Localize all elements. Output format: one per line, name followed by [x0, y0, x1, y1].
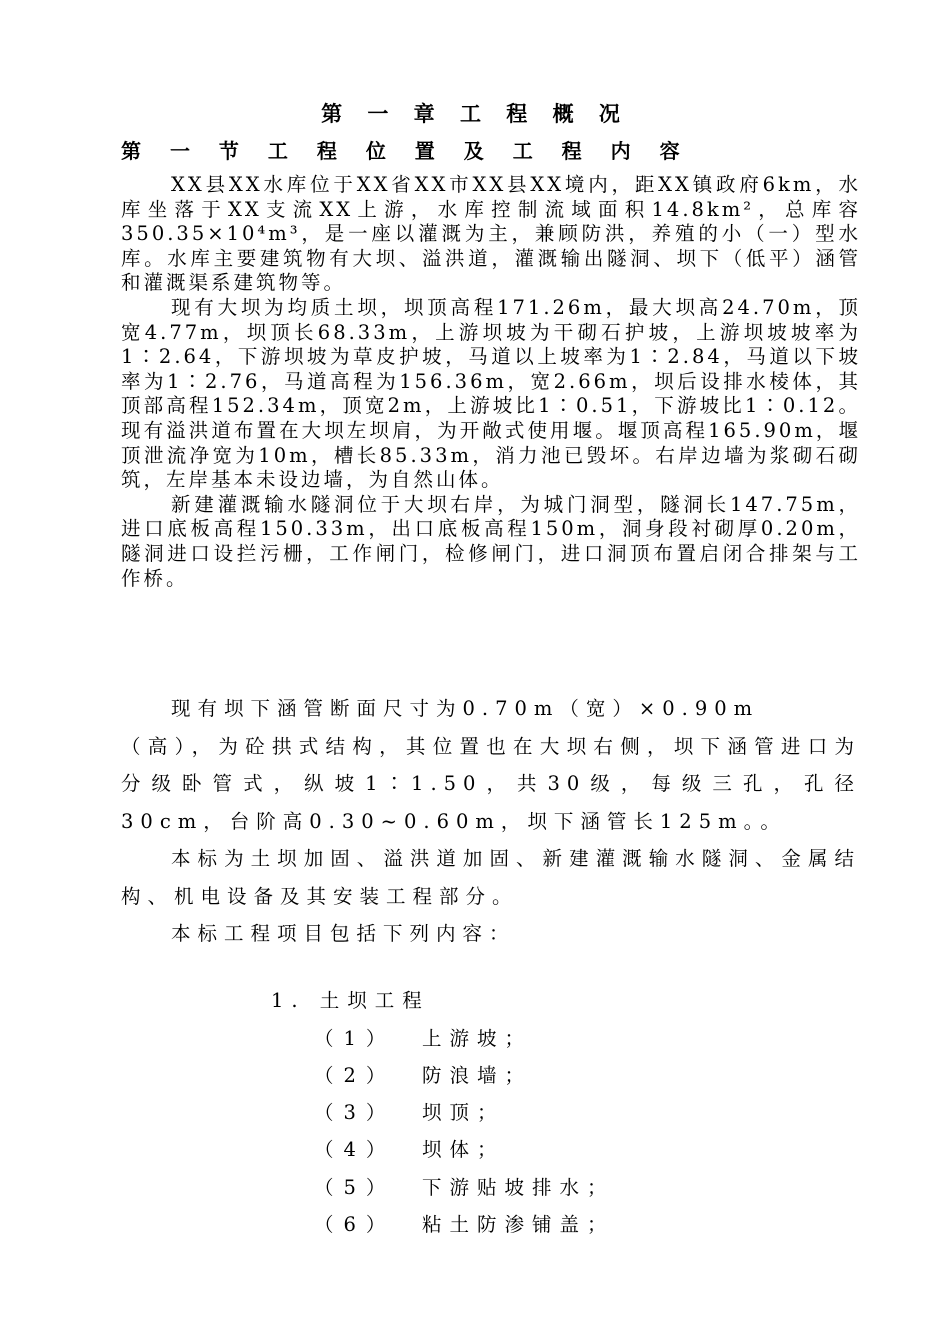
paragraph-culvert-line1: 现有坝下涵管断面尺寸为0.70m（宽）×0.90m — [171, 697, 760, 720]
list-item-number: （4） — [314, 1138, 396, 1161]
list-item — [314, 1209, 615, 1237]
list-item-text: 粘土防渗铺盖； — [422, 1213, 615, 1236]
section-title: 第 一 节 工 程 位 置 及 工 程 内 容 — [121, 139, 691, 163]
list-item-text: 上游坡； — [422, 1027, 533, 1050]
list-heading: 1. 土坝工程 — [271, 989, 430, 1012]
list-item-text: 防浪墙； — [422, 1064, 533, 1087]
paragraph-location: XX县XX水库位于XX省XX市XX县XX境内，距XX镇政府6km，水库坐落于XX支流XX上游，水库控制流域面积14.8km²，总库容350.35×10⁴m³，是一座以灌溉为主，兼顾防洪，养殖的小（一）型水库。水库主要建筑物有大坝、溢洪道，灌溉输出隧洞、坝下（低平）涵管和灌溉渠系建筑物等。 — [121, 173, 861, 295]
list-item — [314, 1023, 532, 1051]
list-item-number: （5） — [314, 1176, 396, 1199]
list-item-number: （2） — [314, 1064, 396, 1087]
paragraph-culvert-rest: （高），为砼拱式结构，其位置也在大坝右侧，坝下涵管进口为分级卧管式，纵坡1∶1.50，共30级，每级三孔，孔径30cm，台阶高0.30~0.60m，坝下涵管长125m。。 — [121, 734, 861, 833]
list-item-number: （1） — [314, 1027, 396, 1050]
list-item-text: 下游贴坡排水； — [422, 1176, 615, 1199]
paragraph-tunnel: 新建灌溉输水隧洞位于大坝右岸，为城门洞型，隧洞长147.75m，进口底板高程150.33m，出口底板高程150m，洞身段衬砌厚0.20m，隧洞进口设拦污栅，工作闸门，检修闸门，进口洞顶布置启闭合排架与工作桥。 — [121, 492, 861, 590]
list-item — [314, 1097, 505, 1125]
list-item — [314, 1172, 615, 1200]
body-text-loose — [121, 690, 861, 953]
list-item-text: 坝体； — [422, 1138, 505, 1161]
paragraph-items-intro: 本标工程项目包括下列内容： — [171, 922, 516, 945]
chapter-title: 第 一 章 工 程 概 况 — [321, 101, 629, 126]
list-item-number: （6） — [314, 1213, 396, 1236]
paragraph-dam: 现有大坝为均质土坝，坝顶高程171.26m，最大坝高24.70m，顶宽4.77m，坝顶长68.33m，上游坝坡为干砌石护坡，上游坝坡坡率为1∶2.64，下游坝坡为草皮护坡，马道以上坡率为1∶2.84，马道以下坡率为1∶2.76，马道高程为156.36m，宽2.66m，坝后设排水棱体，其顶部高程152.34m，顶宽2m，上游坡比1∶0.51，下游坡比1∶0.12。现有溢洪道布置在大坝左坝肩，为开敞式使用堰。堰顶高程165.90m，堰顶泄流净宽为10m，槽长85.33m，消力池已毁坏。右岸边墙为浆砌石砌筑，左岸基本未设边墙，为自然山体。 — [121, 295, 861, 492]
paragraph-scope: 本标为土坝加固、溢洪道加固、新建灌溉输水隧洞、金属结构、机电设备及其安装工程部分。 — [121, 847, 861, 908]
list-item — [314, 1060, 532, 1088]
body-text-dense — [121, 173, 861, 591]
list-item — [314, 1134, 505, 1162]
list-item-text: 坝顶； — [422, 1101, 505, 1124]
list-item-number: （3） — [314, 1101, 396, 1124]
